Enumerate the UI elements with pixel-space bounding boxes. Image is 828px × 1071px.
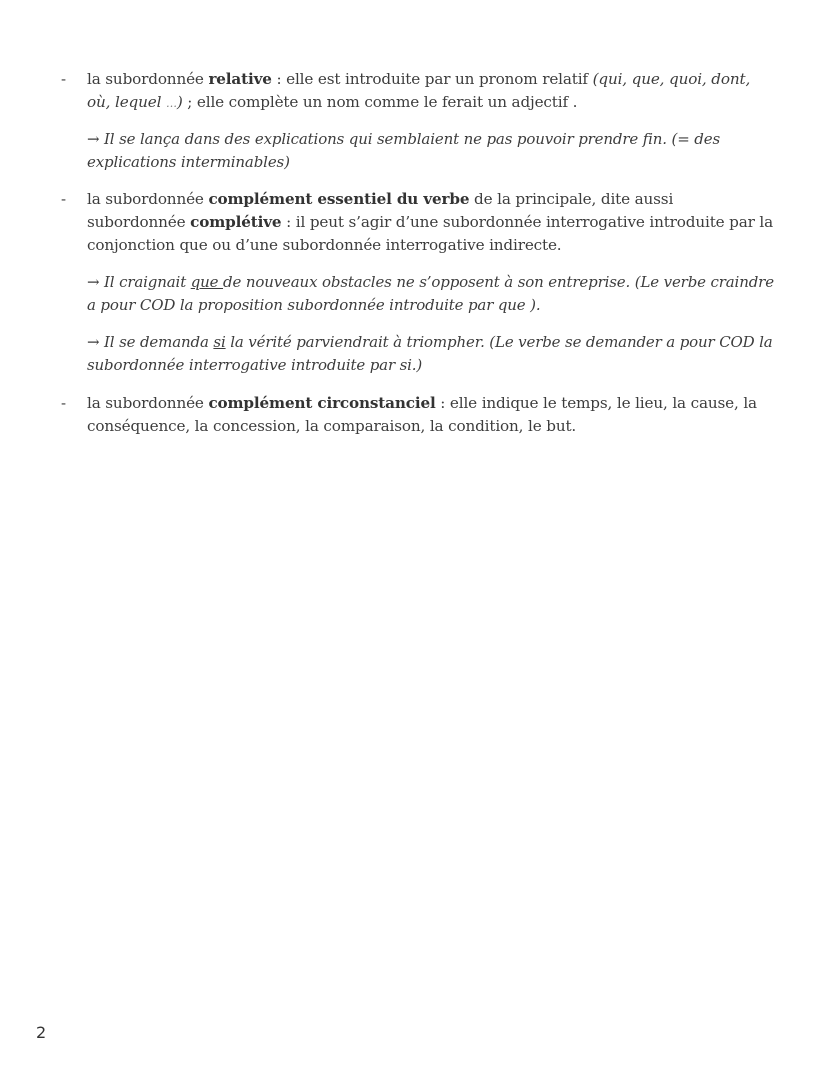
keyword: relative (208, 70, 272, 88)
keyword: complément essentiel du verbe (208, 190, 470, 208)
page-number: 2 (36, 1023, 47, 1042)
underlined-word: si (213, 333, 226, 351)
bullet-dash: - (61, 70, 67, 88)
keyword: complétive (190, 213, 282, 231)
example-sentence: → Il craignait que de nouveaux obstacles ne s’opposent à son entreprise. (Le verbe craindre a pour COD la proposition subordonnée introduite par que ). (87, 273, 774, 314)
example-sentence: → Il se demanda si la vérité parviendrait à triompher. (Le verbe se demander a pour COD la subordonnée interrogative introduite par si.) (87, 333, 773, 374)
example-sentence: → Il se lança dans des explications qui semblaient ne pas pouvoir prendre fin. (= des explications interminables) (87, 130, 720, 171)
underlined-word: que (190, 273, 224, 291)
keyword: complément circonstanciel (208, 394, 436, 412)
list-item-relative (56, 68, 776, 115)
list-item-circonstanciel (56, 392, 776, 438)
list-item-text: la subordonnée complément essentiel du verbe de la principale, dite aussi subordonnée complétive : il peut s’agir d’une subordonnée interrogative introduite par la conjonction que ou d’une subordonnée interrogative indirecte. (87, 190, 774, 254)
bullet-dash: - (61, 190, 67, 208)
bullet-dash: - (61, 394, 67, 412)
list-item-text: la subordonnée complément circonstanciel : elle indique le temps, le lieu, la cause, la conséquence, la concession, la comparaison, la condition, le but. (87, 394, 757, 435)
list-item-text: la subordonnée relative : elle est introduite par un pronom relatif (qui, que, quoi, dont, où, lequel …) ; elle complète un nom comme le ferait un adjectif . (87, 70, 751, 111)
list-item-completive (56, 188, 776, 257)
